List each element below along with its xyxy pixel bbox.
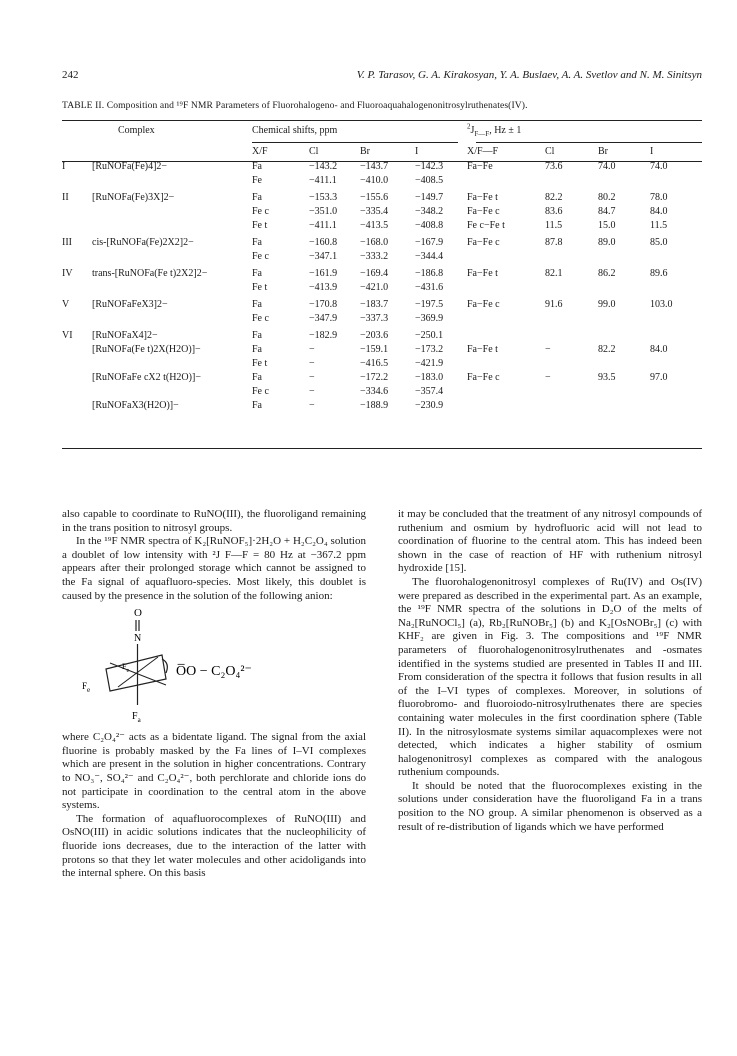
table-cell-jbr (598, 312, 650, 326)
table-cell-jbr: 82.2 (598, 344, 616, 355)
table-bottom-rule (62, 448, 702, 449)
table-header-row-1 (62, 124, 702, 140)
table-cell-xf: Fe (252, 175, 262, 186)
table-cell-complex (88, 281, 252, 295)
table-cell-complex (88, 312, 252, 326)
table-cell-jcl: 82.2 (545, 192, 563, 203)
oxygen-label: O (134, 607, 142, 620)
table-cell-cl: −153.3 (309, 192, 338, 203)
table-cell-xf: Fa (252, 299, 262, 310)
table-cell-ji (650, 385, 702, 399)
table-cell-br: −421.0 (360, 282, 389, 293)
table-row (62, 371, 702, 385)
table-cell-ji: 78.0 (650, 192, 668, 203)
table-cell-num: III (62, 237, 72, 248)
table-cell-num: V (62, 299, 70, 310)
table-cell-cl: − (309, 344, 315, 355)
header-complex: Complex (118, 125, 155, 136)
table-cell-ji: 74.0 (650, 161, 668, 172)
table-cell-complex: [RuNOFaX3(H2O)]− (92, 400, 179, 411)
table-cell-xf: Fe c (252, 313, 269, 324)
table-header-row-2 (62, 140, 702, 160)
table-row (62, 250, 702, 264)
table-cell-complex: cis-[RuNOFa(Fe)2X2]2− (92, 237, 194, 248)
table-cell-complex (88, 219, 252, 233)
table-cell-xf: Fe t (252, 358, 268, 369)
table-cell-xff: Fa−Fe c (467, 299, 500, 310)
table-body (62, 160, 702, 413)
table-cell-cl: −347.1 (309, 251, 338, 262)
table-cell-num (62, 174, 88, 188)
table-cell-ji: 97.0 (650, 372, 668, 383)
nitrogen-label: N (134, 633, 142, 645)
table-cell-xff: Fa−Fe c (467, 372, 500, 383)
table-cell-complex (88, 385, 252, 399)
table-cell-ji (650, 357, 702, 371)
table-cell-complex: [RuNOFaX4]2− (92, 330, 158, 341)
table-row (62, 343, 702, 357)
table-cell-br: −159.1 (360, 344, 389, 355)
header-shifts: Chemical shifts, ppm (252, 125, 338, 136)
table-cell-i: −250.1 (415, 330, 444, 341)
right-column (398, 508, 702, 834)
table-cell-xf: Fe c (252, 206, 269, 217)
table-cell-xff (467, 281, 545, 295)
table-cell-ji (650, 250, 702, 264)
header-coupling: $^2J_{F—F}$, Hz ± 1 (467, 122, 522, 138)
table-cell-br: −335.4 (360, 206, 389, 217)
table-cell-num (62, 219, 88, 233)
table-cell-br: −143.7 (360, 161, 389, 172)
fa-label: $F_a$ (132, 711, 141, 725)
table-cell-jcl: 82.1 (545, 268, 563, 279)
table-cell-ji (650, 329, 702, 343)
table-cell-jcl: 87.8 (545, 237, 563, 248)
table-cell-jbr (598, 250, 650, 264)
table-cell-jbr: 80.2 (598, 192, 616, 203)
table-cell-complex (88, 205, 252, 219)
table-row (62, 399, 702, 413)
table-cell-ji (650, 281, 702, 295)
table-cell-complex (88, 174, 252, 188)
table-row (62, 312, 702, 326)
table-row (62, 205, 702, 219)
table-cell-complex: [RuNOFa(Fe t)2X(H2O)]− (92, 344, 201, 355)
table-cell-br: −155.6 (360, 192, 389, 203)
table-cell-cl: −182.9 (309, 330, 338, 341)
table-row (62, 329, 702, 343)
table-row (62, 281, 702, 295)
left-paragraph-3: where C₂O₄²⁻ acts as a bidentate ligand. The signal from the axial fluorine is probably masked by the Fa lines of I–VI complexes which are present in the solution in higher concentrations. Contrary to NO₃⁻, SO₄²⁻ and C₂O₄²⁻, both perchlorate and chloride ions do not participate in coordination to the central atom in the above systems. (62, 731, 366, 812)
table-cell-jbr: 84.7 (598, 206, 616, 217)
table-cell-jcl (545, 357, 598, 371)
table-cell-jbr (598, 174, 650, 188)
table-cell-xff (467, 385, 545, 399)
header-br: Br (360, 146, 370, 157)
table-cell-xf: Fe c (252, 386, 269, 397)
table-cell-jbr: 74.0 (598, 161, 616, 172)
table-cell-num: IV (62, 268, 73, 279)
table-caption: TABLE II. Composition and ¹⁹F NMR Parameters of Fluorohalogeno- and Fluoroaquahalogenonitrosylruthenates(IV). (62, 100, 528, 111)
table-cell-xff (467, 312, 545, 326)
table-cell-num (62, 399, 88, 413)
table-cell-num (62, 357, 88, 371)
header-i: I (415, 146, 419, 157)
table-cell-xf: Fa (252, 330, 262, 341)
table-row (62, 174, 702, 188)
table-cell-cl: −161.9 (309, 268, 338, 279)
table-cell-complex: [RuNOFa(Fe)3X]2− (92, 192, 175, 203)
header-xff: X/F—F (467, 146, 499, 157)
table-cell-xff (467, 357, 545, 371)
table-cell-jcl (545, 250, 598, 264)
table-cell-xff: Fa−Fe c (467, 237, 500, 248)
table-cell-i: −431.6 (415, 282, 444, 293)
table-cell-complex: trans-[RuNOFa(Fe t)2X2]2− (92, 268, 208, 279)
table-cell-cl: −143.2 (309, 161, 338, 172)
table-cell-ji: 103.0 (650, 299, 673, 310)
table-cell-num: VI (62, 330, 73, 341)
table-cell-xff: Fa−Fe t (467, 192, 498, 203)
table-cell-xff: Fa−Fe t (467, 268, 498, 279)
table-cell-xf: Fa (252, 192, 262, 203)
table-cell-i: −408.8 (415, 220, 444, 231)
table-cell-jcl: − (545, 344, 551, 355)
table-cell-xff: Fa−Fe (467, 161, 493, 172)
table-cell-xf: Fe c (252, 251, 269, 262)
table-cell-num (62, 385, 88, 399)
table-cell-jcl: 91.6 (545, 299, 563, 310)
table-cell-jbr: 86.2 (598, 268, 616, 279)
table-cell-cl: −413.9 (309, 282, 338, 293)
table-cell-br: −334.6 (360, 386, 389, 397)
table-cell-num (62, 371, 88, 385)
table-cell-i: −421.9 (415, 358, 444, 369)
anion-structure-figure (62, 603, 366, 731)
table-cell-br: −337.3 (360, 313, 389, 324)
table-cell-jcl (545, 312, 598, 326)
table-cell-br: −168.0 (360, 237, 389, 248)
oxalate-label: O̅O − C₂O₄²⁻ (176, 664, 252, 680)
table-cell-ji (650, 399, 702, 413)
table-cell-complex (88, 250, 252, 264)
table-cell-xf: Fa (252, 344, 262, 355)
table-cell-complex: [RuNOFaFeX3]2− (92, 299, 168, 310)
table-cell-i: −183.0 (415, 372, 444, 383)
table-cell-xff: Fe c−Fe t (467, 220, 505, 231)
table-cell-jcl (545, 281, 598, 295)
running-authors: V. P. Tarasov, G. A. Kirakosyan, Y. A. Buslaev, A. A. Svetlov and N. M. Sinitsyn (356, 69, 702, 81)
header-ji: I (650, 146, 654, 157)
table-cell-jcl (545, 399, 598, 413)
table-cell-br: −413.5 (360, 220, 389, 231)
table-cell-xff (467, 399, 545, 413)
table-cell-xf: Fe t (252, 282, 268, 293)
table-cell-ji: 89.6 (650, 268, 668, 279)
table-cell-jcl: 11.5 (545, 220, 563, 231)
table-cell-br: −188.9 (360, 400, 389, 411)
table-cell-jcl (545, 385, 598, 399)
table-cell-jbr: 93.5 (598, 372, 616, 383)
table-cell-complex (88, 357, 252, 371)
table-cell-i: −408.5 (415, 175, 444, 186)
table-cell-cl: −160.8 (309, 237, 338, 248)
table-top-rule (62, 120, 702, 121)
table-cell-jbr: 89.0 (598, 237, 616, 248)
table-cell-i: −142.3 (415, 161, 444, 172)
table-cell-num (62, 250, 88, 264)
table-cell-complex: [RuNOFaFe cX2 t(H2O)]− (92, 372, 201, 383)
right-paragraph-1: it may be concluded that the treatment of any nitrosyl compounds of ruthenium and osmium by hydrofluoric acid will not lead to coordination of fluorine to the central atom. This has indeed been shown in the case of reaction of HF with ruthenium nitrosyl hydroxide [15]. (398, 508, 702, 575)
page-number: 242 (62, 69, 79, 81)
header-jcl: Cl (545, 146, 555, 157)
table-row (62, 219, 702, 233)
table-cell-num: I (62, 161, 66, 172)
table-cell-jbr: 99.0 (598, 299, 616, 310)
table-cell-jbr: 15.0 (598, 220, 616, 231)
table-cell-xf: Fa (252, 268, 262, 279)
table-cell-br: −169.4 (360, 268, 389, 279)
table-cell-cl: −411.1 (309, 175, 337, 186)
table-cell-jcl: 83.6 (545, 206, 563, 217)
table-cell-cl: − (309, 372, 315, 383)
header-jbr: Br (598, 146, 608, 157)
table-row (62, 191, 702, 205)
table-cell-i: −230.9 (415, 400, 444, 411)
table-cell-xf: Fa (252, 400, 262, 411)
table-cell-jbr (598, 357, 650, 371)
table-cell-i: −344.4 (415, 251, 444, 262)
table-cell-xf: Fe t (252, 220, 268, 231)
nmr-table (62, 124, 702, 413)
table-cell-jcl: − (545, 372, 551, 383)
table-cell-jbr (598, 281, 650, 295)
table-cell-jcl: 73.6 (545, 161, 563, 172)
table-cell-jbr (598, 329, 650, 343)
table-cell-xff: Fa−Fe c (467, 206, 500, 217)
table-cell-ji: 84.0 (650, 206, 668, 217)
left-paragraph-2: In the ¹⁹F NMR spectra of K₂[RuNOF₅]·2H₂O + H₂C₂O₄ solution a doublet of low intensity with ²J F—F = 80 Hz at −367.2 ppm appears after their prolonged storage which cannot be assigned to the Fa signal of aquafluoro-species. Most likely, this doublet is caused by the presence in the solution of the following anion: (62, 535, 366, 602)
table-cell-br: −183.7 (360, 299, 389, 310)
table-row (62, 236, 702, 250)
table-row (62, 160, 702, 174)
table-cell-br: −172.2 (360, 372, 389, 383)
table-cell-i: −149.7 (415, 192, 444, 203)
table-cell-xff (467, 174, 545, 188)
table-cell-i: −186.8 (415, 268, 444, 279)
table-cell-num (62, 312, 88, 326)
table-cell-xff (467, 329, 545, 343)
table-row (62, 298, 702, 312)
right-paragraph-2: The fluorohalogenonitrosyl complexes of Ru(IV) and Os(IV) were prepared as described in the experimental part. As an example, the ¹⁹F NMR spectra of the solutions in D₂O of the melts of Na₂[RuNOCl₅] (a), Rb₂[RuNOBr₅] (b) and K₂[OsNOBr₅] (c) with KHF₂ are given in Fig. 3. The compositions and ¹⁹F NMR parameters of fluorohalogenonitrosylruthenates and -osmates identified in the systems studied are presented in Tables II and III. From consideration of the spectra it follows that fusion results in all of the I–VI types of complexes. Moreover, in solutions of fluorobromo- and fluoroiodo-nitrosylruthenates there are species containing water molecules in the first coordination sphere (Table II). In the nitrosylosmate systems similar aquacomplexes were not detected, which indicates a higher stability of osmium halogenonitrosyl complexes as compared with the analogous ruthenium compounds. (398, 575, 702, 779)
table-cell-cl: − (309, 386, 315, 397)
table-cell-num: II (62, 192, 69, 203)
fe-label: $F_e$ (82, 681, 91, 695)
table-cell-i: −348.2 (415, 206, 444, 217)
table-cell-ji (650, 174, 702, 188)
ru-fe-upper-label: $F_e$ (122, 662, 130, 675)
table-cell-xf: Fa (252, 372, 262, 383)
table-cell-num (62, 205, 88, 219)
table-cell-jcl (545, 329, 598, 343)
table-cell-cl: −351.0 (309, 206, 338, 217)
table-cell-num (62, 343, 88, 357)
table-cell-ji: 11.5 (650, 220, 668, 231)
table-cell-cl: −411.1 (309, 220, 337, 231)
left-column (62, 508, 366, 881)
running-header (62, 69, 702, 85)
table-cell-br: −416.5 (360, 358, 389, 369)
table-cell-jbr (598, 385, 650, 399)
table-row (62, 267, 702, 281)
table-cell-cl: − (309, 358, 315, 369)
table-cell-i: −197.5 (415, 299, 444, 310)
table-cell-br: −410.0 (360, 175, 389, 186)
table-cell-xff (467, 250, 545, 264)
table-cell-complex: [RuNOFa(Fe)4]2− (92, 161, 168, 172)
header-cl: Cl (309, 146, 319, 157)
table-row (62, 385, 702, 399)
left-paragraph-1: also capable to coordinate to RuNO(III), the fluoroligand remaining in the trans position to nitrosyl groups. (62, 508, 366, 534)
table-cell-cl: −347.9 (309, 313, 338, 324)
table-cell-cl: −170.8 (309, 299, 338, 310)
table-cell-ji: 85.0 (650, 237, 668, 248)
table-cell-cl: − (309, 400, 315, 411)
table-cell-i: −173.2 (415, 344, 444, 355)
anion-structure-drawing (62, 603, 366, 731)
table-cell-jbr (598, 399, 650, 413)
table-cell-i: −369.9 (415, 313, 444, 324)
table-cell-num (62, 281, 88, 295)
table-cell-br: −333.2 (360, 251, 389, 262)
table-cell-i: −357.4 (415, 386, 444, 397)
table-cell-jcl (545, 174, 598, 188)
table-row (62, 357, 702, 371)
header-xf: X/F (252, 146, 268, 157)
right-paragraph-3: It should be noted that the fluorocomplexes existing in the solutions under consideration have the fluoroligand Fa in a trans position to the NO group. A similar phenomenon is observed as a result of re-distribution of ligands which we have performed (398, 779, 702, 833)
table-cell-ji (650, 312, 702, 326)
table-cell-br: −203.6 (360, 330, 389, 341)
table-cell-xf: Fa (252, 161, 262, 172)
table-cell-i: −167.9 (415, 237, 444, 248)
left-paragraph-4: The formation of aquafluorocomplexes of RuNO(III) and OsNO(III) in acidic solutions indicates that the nucleophilicity of fluoride ions decreases, due to the interaction of the latter with protons so that they let water molecules and other acidoligands into the internal sphere. On this basis (62, 812, 366, 880)
table-cell-xf: Fa (252, 237, 262, 248)
table-cell-xff: Fa−Fe t (467, 344, 498, 355)
table-cell-ji: 84.0 (650, 344, 668, 355)
